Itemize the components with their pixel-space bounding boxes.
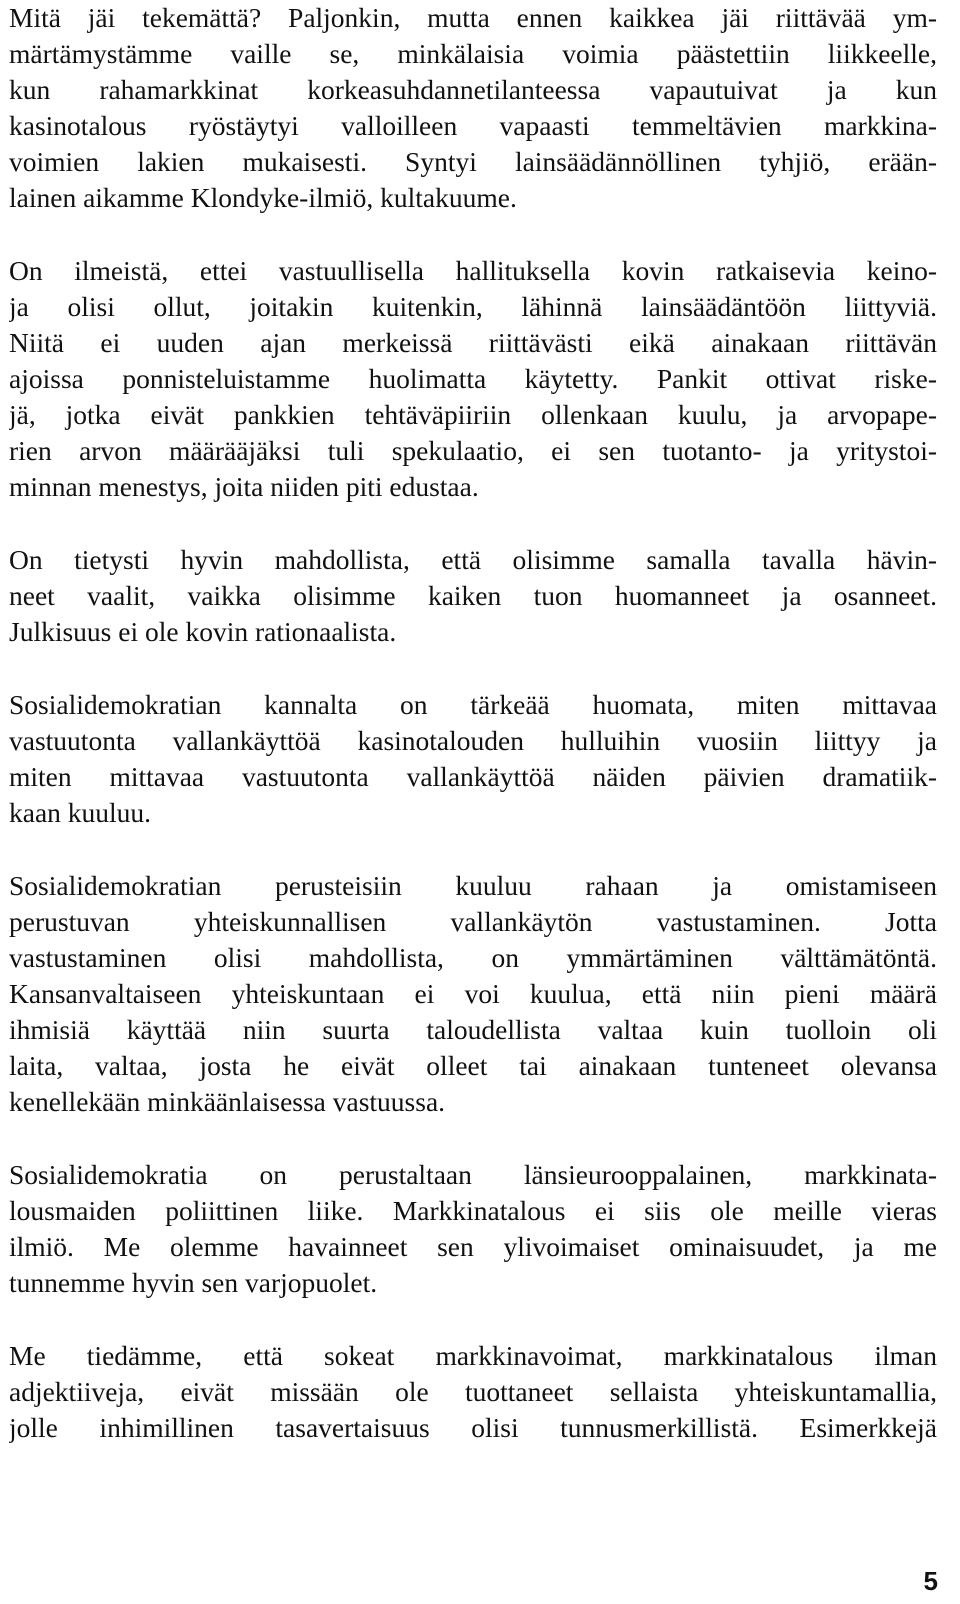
paragraph-5 [9,868,937,1120]
text-line: laita, valtaa, josta he eivät olleet tai ainakaan tunteneet olevansa [9,1050,937,1081]
text-line: lousmaiden poliittinen liike. Markkinatalous ei siis ole meille vieras [9,1195,937,1226]
text-line: Niitä ei uuden ajan merkeissä riittävästi eikä ainakaan riittävän [9,327,937,358]
text-line: Sosialidemokratia on perustaltaan länsieurooppalainen, markkinata- [9,1159,937,1190]
text-line: rien arvon määrääjäksi tuli spekulaatio, ei sen tuotanto- ja yritystoi- [9,435,937,466]
text-line: voimien lakien mukaisesti. Syntyi lainsäädännöllinen tyhjiö, erään- [9,146,937,177]
text-line: jä, jotka eivät pankkien tehtäväpiiriin ollenkaan kuulu, ja arvopape- [9,399,937,430]
text-line: ajoissa ponnisteluistamme huolimatta käytetty. Pankit ottivat riske- [9,363,937,394]
text-line: perustuvan yhteiskunnallisen vallankäytön vastustaminen. Jotta [9,906,937,937]
text-line: Sosialidemokratian perusteisiin kuuluu rahaan ja omistamiseen [9,870,937,901]
text-line: vastustaminen olisi mahdollista, on ymmärtäminen välttämätöntä. [9,942,937,973]
text-line: tunnemme hyvin sen varjopuolet. [9,1267,378,1298]
text-line: kaan kuuluu. [9,797,152,828]
text-line: neet vaalit, vaikka olisimme kaiken tuon huomanneet ja osanneet. [9,580,937,611]
text-line: märtämystämme vaille se, minkälaisia voimia päästettiin liikkeelle, [9,38,937,69]
text-line: minnan menestys, joita niiden piti edustaa. [9,471,479,502]
text-line: kenellekään minkäänlaisessa vastuussa. [9,1086,446,1117]
text-line: kasinotalous ryöstäytyi valloilleen vapaasti temmeltävien markkina- [9,110,937,141]
text-line: ilmiö. Me olemme havainneet sen ylivoimaiset ominaisuudet, ja me [9,1231,937,1262]
paragraph-2 [9,253,937,505]
page-number: 5 [923,1566,938,1596]
text-line: Julkisuus ei ole kovin rationaalista. [9,616,397,647]
text-line: On ilmeistä, ettei vastuullisella hallituksella kovin ratkaisevia keino- [9,255,937,286]
text-line: adjektiiveja, eivät missään ole tuottaneet sellaista yhteiskuntamallia, [9,1376,937,1407]
text-line: Me tiedämme, että sokeat markkinavoimat, markkinatalous ilman [9,1340,937,1371]
paragraph-4 [9,687,937,831]
text-line: kun rahamarkkinat korkeasuhdannetilanteessa vapautuivat ja kun [9,74,937,105]
paragraph-7 [9,1338,937,1446]
text-line: Kansanvaltaiseen yhteiskuntaan ei voi kuulua, että niin pieni määrä [9,978,937,1009]
text-line: Sosialidemokratian kannalta on tärkeää huomata, miten mittavaa [9,689,937,720]
paragraph-6 [9,1157,937,1301]
text-line: lainen aikamme Klondyke-ilmiö, kultakuume. [9,182,517,213]
document-body [9,0,937,1483]
text-line: jolle inhimillinen tasavertaisuus olisi tunnusmerkillistä. Esimerkkejä [9,1412,937,1443]
text-line: ja olisi ollut, joitakin kuitenkin, lähinnä lainsäädäntöön liittyviä. [9,291,937,322]
text-line: Mitä jäi tekemättä? Paljonkin, mutta ennen kaikkea jäi riittävää ym- [9,2,937,33]
text-line: vastuutonta vallankäyttöä kasinotalouden hulluihin vuosiin liittyy ja [9,725,937,756]
text-line: miten mittavaa vastuutonta vallankäyttöä näiden päivien dramatiik- [9,761,937,792]
text-line: ihmisiä käyttää niin suurta taloudellista valtaa kuin tuolloin oli [9,1014,937,1045]
paragraph-3 [9,542,937,650]
paragraph-1 [9,0,937,216]
text-line: On tietysti hyvin mahdollista, että olisimme samalla tavalla hävin- [9,544,937,575]
